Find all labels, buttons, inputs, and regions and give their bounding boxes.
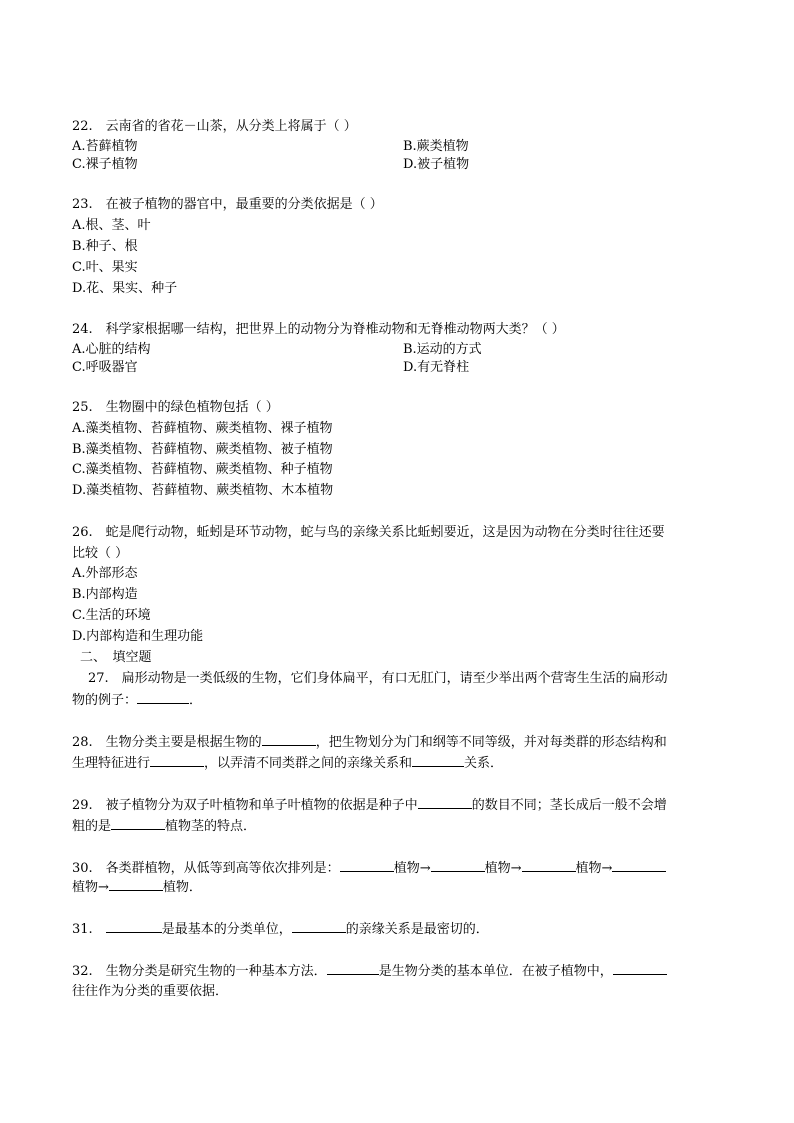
answer-blank[interactable] (262, 733, 316, 746)
q26-option-d: D.内部构造和生理功能 (72, 629, 204, 644)
q28-line1: 28. 生物分类主要是根据生物的 ，把生物划分为门和纲等不同等级，并对每类群的形态结构和 (72, 735, 667, 750)
q24-option-a: A.心脏的结构 (72, 342, 151, 357)
q23-option-c: C.叶、果实 (72, 260, 138, 275)
q22-option-d: D.被子植物 (403, 157, 470, 172)
answer-blank[interactable] (150, 754, 204, 767)
q32-line2: 往往作为分类的重要依据． (72, 984, 229, 999)
answer-blank[interactable] (431, 859, 485, 872)
q22-option-a: A.苔藓植物 (72, 139, 138, 154)
q28-line2: 生理特征进行 ，以弄清不同类群之间的亲缘关系和 关系． (72, 756, 504, 771)
answer-blank[interactable] (340, 859, 394, 872)
answer-blank[interactable] (111, 817, 165, 830)
q29-line1: 29. 被子植物分为双子叶植物和单子叶植物的依据是种子中 的数目不同；茎长成后一般不会增 (72, 798, 667, 813)
q22-option-b: B.蕨类植物 (403, 139, 469, 154)
q22-stem: 22. 云南省的省花－山茶，从分类上将属于（ ） (72, 119, 357, 134)
answer-blank[interactable] (327, 962, 379, 975)
q23-option-b: B.种子、根 (72, 239, 138, 254)
q25-option-c: C.藻类植物、苔藓植物、蕨类植物、种子植物 (72, 462, 333, 477)
q23-option-a: A.根、茎、叶 (72, 218, 151, 233)
q30-line1: 30. 各类群植物，从低等到高等依次排列是： 植物→ 植物→ 植物→ (72, 859, 666, 878)
q25-option-b: B.藻类植物、苔藓植物、蕨类植物、被子植物 (72, 442, 333, 457)
q24-option-b: B.运动的方式 (403, 342, 482, 357)
q23-option-d: D.花、果实、种子 (72, 281, 178, 296)
q26-option-a: A.外部形态 (72, 566, 138, 581)
q24-option-c: C.呼吸器官 (72, 360, 138, 375)
answer-blank[interactable] (109, 878, 163, 891)
q29-line2: 粗的是 植物茎的特点． (72, 819, 257, 834)
q24-option-d: D.有无脊柱 (403, 360, 470, 375)
answer-blank[interactable] (522, 859, 576, 872)
q26-option-b: B.内部构造 (72, 587, 138, 602)
answer-blank[interactable] (612, 859, 666, 872)
q26-stem-line1: 26. 蛇是爬行动物，蚯蚓是环节动物，蛇与鸟的亲缘关系比蚯蚓要近，这是因为动物在分类时往往还要 (72, 525, 665, 540)
answer-blank[interactable] (137, 691, 189, 704)
q23-stem: 23. 在被子植物的器官中，最重要的分类依据是（ ） (72, 197, 383, 212)
q27-line1: 27. 扁形动物是一类低级的生物，它们身体扁平，有口无肛门，请至少举出两个营寄生生活的扁形动 (88, 671, 668, 686)
q26-stem-line2: 比较（ ） (72, 546, 129, 561)
answer-blank[interactable] (613, 962, 667, 975)
section-title-fill-in: 二、 填空题 (80, 650, 152, 665)
q25-option-a: A.藻类植物、苔藓植物、蕨类植物、裸子植物 (72, 421, 333, 436)
q26-option-c: C.生活的环境 (72, 608, 151, 623)
answer-blank[interactable] (418, 796, 472, 809)
q24-stem: 24. 科学家根据哪一结构，把世界上的动物分为脊椎动物和无脊椎动物两大类？（ ） (72, 322, 565, 337)
q27-line2: 物的例子： ． (72, 693, 203, 708)
answer-blank[interactable] (292, 920, 346, 933)
q25-stem: 25. 生物圈中的绿色植物包括（ ） (72, 400, 279, 415)
answer-blank[interactable] (106, 920, 162, 933)
q30-line2: 植物→ 植物． (72, 880, 202, 895)
answer-blank[interactable] (412, 754, 464, 767)
q31-line1: 31. 是最基本的分类单位， 的亲缘关系是最密切的． (72, 922, 489, 937)
q25-option-d: D.藻类植物、苔藓植物、蕨类植物、木本植物 (72, 483, 334, 498)
q32-line1: 32. 生物分类是研究生物的一种基本方法． 是生物分类的基本单位．在被子植物中， (72, 962, 667, 981)
q22-option-c: C.裸子植物 (72, 157, 138, 172)
